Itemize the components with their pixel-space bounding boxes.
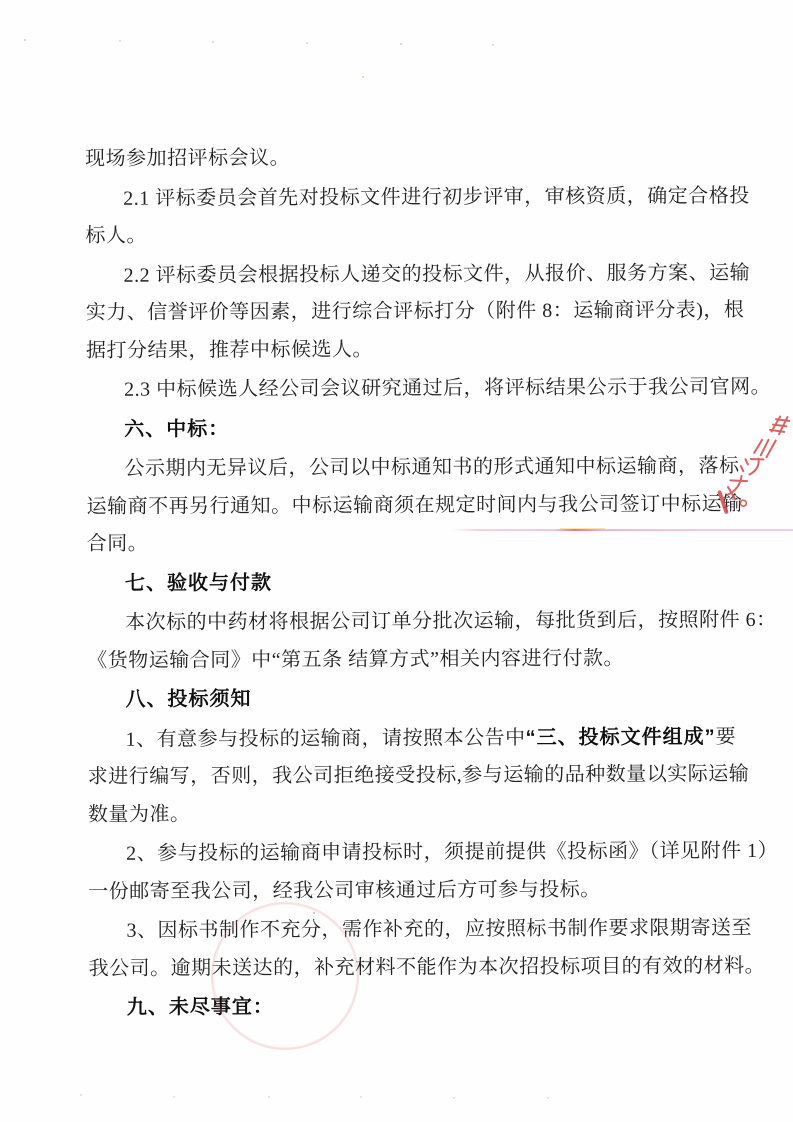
text-line: 公示期内无异议后，公司以中标通知书的形式通知中标运输商，落标 (124, 455, 740, 480)
text-line: 2.2 评标委员会根据投标人递交的投标文件，从报价、服务方案、运输 (123, 261, 751, 287)
text-line (88, 718, 756, 758)
inline-text: 1、有意参与投标的运输商，请按照本公告中 (125, 726, 526, 751)
scan-noise-dot (24, 39, 26, 41)
document-text (85, 138, 779, 1027)
scan-noise-dot (268, 1096, 270, 1098)
text-line: 现场参加招评标会议。 (85, 147, 291, 170)
text-line: 2、参与投标的运输商申请投标时，须提前提供《投标函》（详见附件 1） (126, 839, 779, 865)
text-line: 七、验收与付款 (124, 571, 272, 595)
text-line: 运输商不再另行通知。中标运输商须在规定时间内与我公司签订中标运输 (86, 492, 743, 518)
scan-noise-dot (119, 40, 121, 42)
text-line: 数量为准。 (87, 802, 191, 826)
text-line: 实力、信誉评价等因素，进行综合评标打分（附件 8：运输商评分表)，根 (85, 299, 745, 324)
text-line: 求进行编写，否则，我公司拒绝接受投标,参与运输的品种数量以实际运输 (87, 763, 750, 788)
scan-noise-dot (453, 1097, 455, 1099)
text-line: 《货物运输合同》中“第五条 结算方式”相关内容进行付款。 (87, 647, 625, 672)
inline-bold-text: “三、投标文件组成” (525, 725, 716, 749)
scan-noise-dot (362, 76, 364, 78)
text-line: 2.1 评标委员会首先对投标文件进行初步评审，审核资质，确定合格投 (123, 184, 750, 210)
scan-noise-dot (212, 41, 214, 43)
text-line: 八、投标须知 (125, 688, 252, 711)
inline-text: 要 (715, 725, 737, 748)
text-line: 六、中标： (124, 417, 230, 441)
scan-noise-dot (492, 44, 494, 46)
text-line: 我公司。逾期未送达的，补充材料不能作为本次招投标项目的有效的材料。 (88, 954, 766, 980)
text-line: 本次标的中药材将根据公司订单分批次运输，每批货到后，按照附件 6： (125, 608, 777, 634)
text-line: 据打分结果，推荐中标候选人。 (85, 338, 373, 362)
scan-noise-dot (313, 912, 315, 914)
text-line: 标人。 (85, 224, 147, 247)
text-line: 2.3 中标候选人经公司会议研究通过后，将评标结果公示于我公司官网。 (124, 375, 772, 401)
red-handwriting-annotation (733, 383, 793, 528)
pink-underline-mark (452, 529, 793, 531)
scan-noise-dot (80, 1094, 82, 1096)
text-line: 一份邮寄至我公司，经我公司审核通过后方可参与投标。 (88, 878, 601, 903)
scan-noise-dot (173, 1096, 175, 1098)
yellow-tint-mark (560, 528, 605, 529)
text-line: 九、未尽事宜： (126, 996, 274, 1019)
scan-noise-dot (547, 1097, 549, 1099)
scan-noise-dot (360, 1096, 362, 1098)
text-line: 合同。 (86, 532, 149, 555)
scan-noise-dot (400, 43, 402, 45)
text-line: 3、因标书制作不充分，需作补充的，应按照标书制作要求限期寄送至 (126, 917, 752, 942)
scan-noise-dot (306, 42, 308, 44)
